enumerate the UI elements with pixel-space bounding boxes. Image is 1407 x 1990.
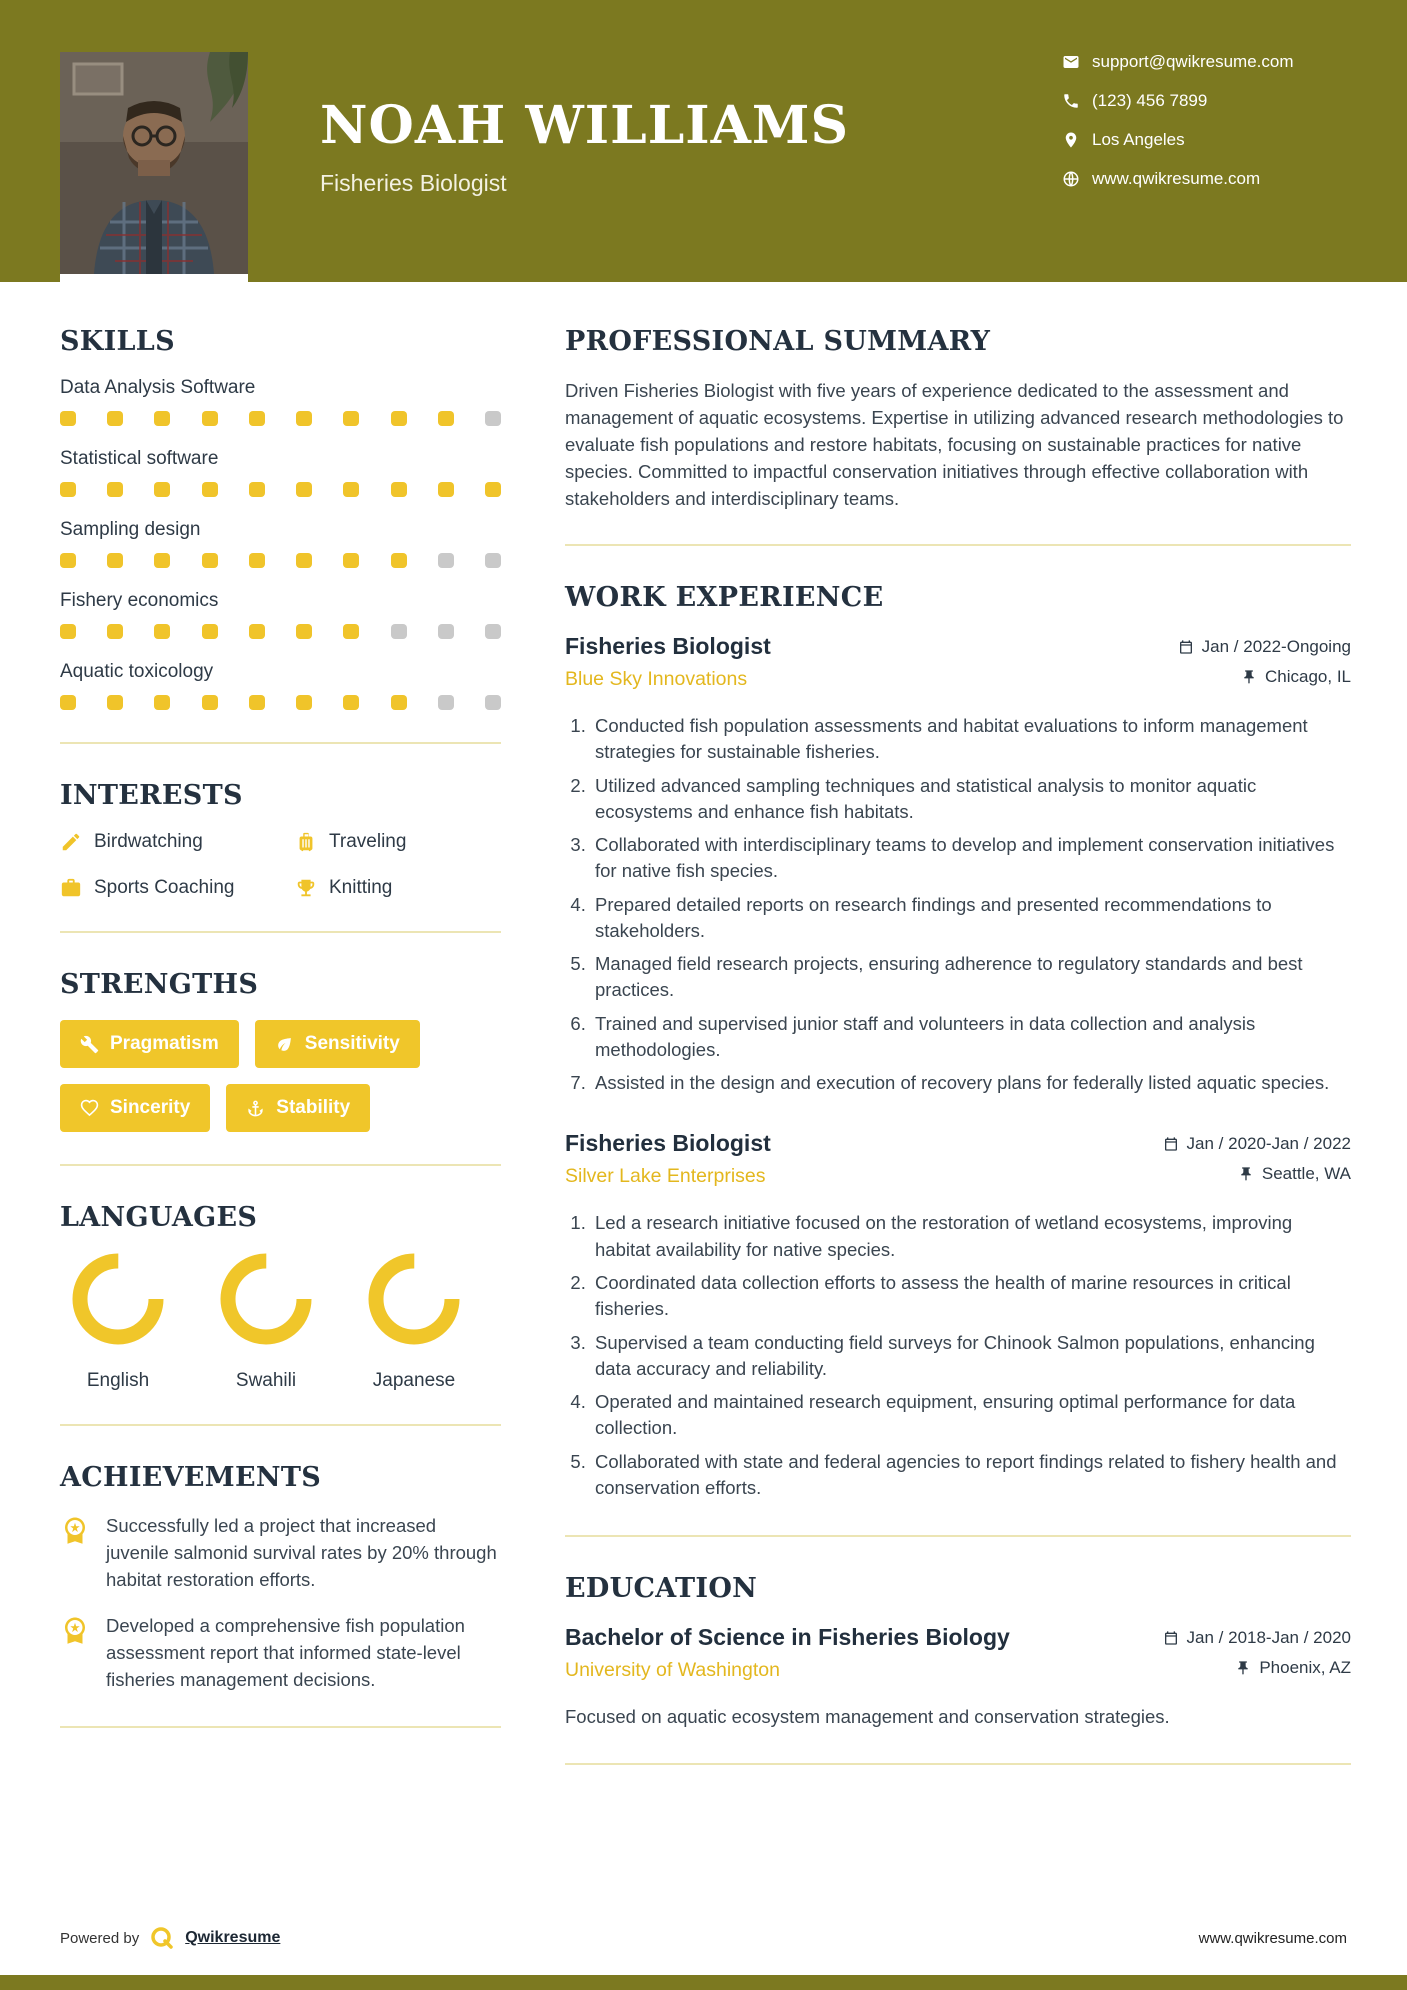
job-bullet: 3. Collaborated with interdisciplinary teams to develop and implement conservation initiatives for native fish species. xyxy=(591,832,1351,885)
skill-dot xyxy=(485,411,501,426)
section-divider xyxy=(60,1424,501,1426)
contact-location-text: Los Angeles xyxy=(1092,130,1185,149)
job-bullet: 7. Assisted in the design and execution of recovery plans for federally listed aquatic species. xyxy=(591,1070,1351,1096)
section-divider xyxy=(60,742,501,744)
job-title: Fisheries Biologist xyxy=(565,633,771,659)
skill-item xyxy=(60,519,501,568)
profile-photo xyxy=(60,52,248,288)
skill-dot xyxy=(343,411,359,426)
skill-dot xyxy=(107,624,123,639)
skill-dot xyxy=(202,624,218,639)
skill-dot xyxy=(107,411,123,426)
job-dates: Jan / 2020-Jan / 2022 xyxy=(1186,1134,1351,1154)
achievements-section xyxy=(60,1462,501,1694)
heart-icon xyxy=(80,1099,99,1118)
section-divider xyxy=(565,1535,1351,1537)
interests-heading: INTERESTS xyxy=(60,780,243,811)
language-level-ring xyxy=(368,1253,460,1345)
section-divider xyxy=(60,1164,501,1166)
skill-dot xyxy=(249,482,265,497)
left-column xyxy=(60,326,501,1764)
skill-name: Aquatic toxicology xyxy=(60,661,214,682)
job-bullet: 1. Led a research initiative focused on the restoration of wetland ecosystems, improving habitat availability for native species. xyxy=(591,1210,1351,1263)
job-bullet: 2. Utilized advanced sampling techniques and statistical analysis to monitor aquatic ecosystems and enhance fish habitats. xyxy=(591,773,1351,826)
education-description: Focused on aquatic ecosystem management and conservation strategies. xyxy=(565,1706,1170,1728)
interest-item xyxy=(295,831,501,853)
skill-level-dots xyxy=(60,695,501,710)
skill-dot xyxy=(438,411,454,426)
luggage-icon xyxy=(295,831,317,853)
skill-dot xyxy=(343,482,359,497)
achievement-item xyxy=(60,1513,501,1593)
skill-dot xyxy=(438,553,454,568)
job-bullet: 4. Prepared detailed reports on research findings and presented recommendations to stakeholders. xyxy=(591,892,1351,945)
job-bullet: 4. Operated and maintained research equipment, ensuring optimal performance for data collection. xyxy=(591,1389,1351,1442)
education-heading: EDUCATION xyxy=(565,1573,758,1605)
skill-dot xyxy=(343,553,359,568)
achievement-text: Successfully led a project that increased juvenile salmonid survival rates by 20% through habitat restoration efforts. xyxy=(106,1515,497,1590)
skill-dot xyxy=(438,624,454,639)
job-title: Fisheries Biologist xyxy=(565,1130,771,1157)
language-label: Japanese xyxy=(372,1370,456,1391)
qwikresume-logo-icon xyxy=(149,1925,175,1951)
section-divider xyxy=(60,931,501,933)
skills-heading: SKILLS xyxy=(60,326,175,357)
skills-section xyxy=(60,326,501,710)
skill-dot xyxy=(202,482,218,497)
person-title: Fisheries Biologist xyxy=(320,170,507,196)
trophy-icon xyxy=(295,877,317,899)
language-level-ring xyxy=(72,1253,164,1345)
interest-item xyxy=(295,877,501,899)
job-bullets xyxy=(565,1210,1351,1501)
contact-location[interactable] xyxy=(1062,130,1294,150)
language-item xyxy=(220,1253,312,1392)
skill-dot xyxy=(60,624,76,639)
job-bullet: 6. Trained and supervised junior staff and volunteers in data collection and analysis methodologies. xyxy=(591,1011,1351,1064)
contact-email[interactable] xyxy=(1062,52,1294,72)
skill-dot xyxy=(296,695,312,710)
strength-label: Stability xyxy=(276,1097,351,1118)
skill-dot xyxy=(391,482,407,497)
main-content xyxy=(0,282,1407,1907)
leaf-icon xyxy=(275,1035,294,1054)
job-dates: Jan / 2022-Ongoing xyxy=(1201,637,1351,656)
skill-item xyxy=(60,377,501,426)
powered-by-block xyxy=(60,1925,280,1951)
strength-label: Pragmatism xyxy=(110,1033,219,1054)
anchor-icon xyxy=(246,1099,265,1118)
skill-dot xyxy=(60,553,76,568)
language-level-ring xyxy=(220,1253,312,1345)
skill-dot xyxy=(249,624,265,639)
pushpin-icon xyxy=(1235,1660,1251,1676)
profile-photo-image xyxy=(60,52,248,274)
strength-chip xyxy=(60,1020,239,1068)
person-name: NOAH WILLIAMS xyxy=(320,95,850,156)
skill-dot xyxy=(202,695,218,710)
language-item xyxy=(72,1253,164,1392)
contact-email-text: support@qwikresume.com xyxy=(1092,52,1294,71)
section-divider xyxy=(565,1763,1351,1765)
languages-section xyxy=(60,1202,501,1392)
skill-dot xyxy=(391,624,407,639)
skill-level-dots xyxy=(60,624,501,639)
skill-item xyxy=(60,448,501,497)
right-column xyxy=(565,326,1351,1801)
section-divider xyxy=(565,544,1351,546)
pen-icon xyxy=(60,831,82,853)
skill-level-dots xyxy=(60,553,501,568)
strength-chip xyxy=(60,1084,210,1132)
skill-name: Data Analysis Software xyxy=(60,377,256,398)
job-bullet: 5. Collaborated with state and federal agencies to report findings related to fishery health and conservation efforts. xyxy=(591,1449,1351,1502)
skill-dot xyxy=(154,695,170,710)
skill-dot xyxy=(60,482,76,497)
summary-text: Driven Fisheries Biologist with five years of experience dedicated to the assessment and management of aquatic ecosystems. Expertise in utilizing advanced research methodologies to evaluate fish populations and restore habitats, focusing on sustainable practices for native species. Committed to impactful conservation initiatives through effective collaboration with stakeholders and interdisciplinary teams. xyxy=(565,380,1344,509)
skill-dot xyxy=(485,553,501,568)
strength-chip xyxy=(226,1084,370,1132)
skill-item xyxy=(60,661,501,710)
education-section xyxy=(565,1573,1351,1731)
skill-dot xyxy=(296,624,312,639)
footer-website[interactable]: www.qwikresume.com xyxy=(1198,1929,1347,1947)
skill-dot xyxy=(202,411,218,426)
wrench-icon xyxy=(80,1035,99,1054)
skill-dot xyxy=(391,411,407,426)
strengths-heading: STRENGTHS xyxy=(60,969,259,1000)
job-meta xyxy=(1163,1130,1351,1194)
skill-dot xyxy=(249,695,265,710)
skill-dot xyxy=(343,624,359,639)
skill-dot xyxy=(485,482,501,497)
education-meta xyxy=(1163,1624,1351,1688)
skill-dot xyxy=(438,482,454,497)
skill-dot xyxy=(485,695,501,710)
bottom-accent-bar xyxy=(0,1975,1407,1990)
calendar-icon xyxy=(1163,1136,1179,1152)
interest-label: Knitting xyxy=(329,877,393,898)
strength-label: Sensitivity xyxy=(304,1033,400,1054)
skill-dot xyxy=(60,695,76,710)
job-bullet: 5. Managed field research projects, ensuring adherence to regulatory standards and best practices. xyxy=(591,951,1351,1004)
skill-dot xyxy=(249,411,265,426)
summary-heading: PROFESSIONAL SUMMARY xyxy=(565,326,991,357)
language-item xyxy=(368,1253,460,1392)
strength-chip xyxy=(255,1020,420,1068)
footer xyxy=(0,1907,1407,1975)
contact-website[interactable] xyxy=(1062,169,1294,189)
achievement-text: Developed a comprehensive fish population assessment report that informed state-level fisheries management decisions. xyxy=(106,1615,465,1691)
achievements-heading: ACHIEVEMENTS xyxy=(60,1462,322,1493)
job-bullet: 3. Supervised a team conducting field surveys for Chinook Salmon populations, enhancing data accuracy and reliability. xyxy=(591,1330,1351,1383)
school-name: University of Washington xyxy=(565,1659,780,1682)
globe-icon xyxy=(1062,170,1080,188)
medal-icon xyxy=(60,1515,90,1545)
contact-phone-text: (123) 456 7899 xyxy=(1092,91,1208,110)
skill-dot xyxy=(296,482,312,497)
education-dates: Jan / 2018-Jan / 2020 xyxy=(1186,1628,1351,1648)
job-bullet: 1. Conducted fish population assessments and habitat evaluations to inform management strategies for sustainable fisheries. xyxy=(591,713,1351,766)
skill-dot xyxy=(154,482,170,497)
skill-dot xyxy=(154,624,170,639)
experience-section xyxy=(565,582,1351,1501)
strength-label: Sincerity xyxy=(110,1097,191,1118)
job-meta xyxy=(1178,633,1351,697)
pushpin-icon xyxy=(1238,1166,1254,1182)
skill-dot xyxy=(154,553,170,568)
skill-dot xyxy=(485,624,501,639)
language-label: English xyxy=(86,1370,150,1391)
email-icon xyxy=(1062,53,1080,71)
job-bullets xyxy=(565,713,1351,1096)
interest-label: Traveling xyxy=(329,831,407,852)
skill-dot xyxy=(296,411,312,426)
contact-list xyxy=(1062,52,1294,208)
skill-name: Statistical software xyxy=(60,448,219,469)
medal-icon xyxy=(60,1615,90,1645)
pushpin-icon xyxy=(1241,669,1257,685)
job-location: Seattle, WA xyxy=(1261,1164,1351,1184)
achievement-item xyxy=(60,1613,501,1693)
skill-dot xyxy=(107,482,123,497)
strengths-section xyxy=(60,969,501,1132)
interest-item xyxy=(60,831,285,853)
briefcase-icon xyxy=(60,877,82,899)
phone-icon xyxy=(1062,92,1080,110)
calendar-icon xyxy=(1163,1630,1179,1646)
job-entry xyxy=(565,633,1351,1096)
location-icon xyxy=(1062,131,1080,149)
skill-dot xyxy=(249,553,265,568)
interest-label: Sports Coaching xyxy=(94,877,235,898)
section-divider xyxy=(60,1726,501,1728)
education-location: Phoenix, AZ xyxy=(1259,1658,1351,1678)
skill-level-dots xyxy=(60,482,501,497)
job-company: Blue Sky Innovations xyxy=(565,668,748,690)
interest-item xyxy=(60,877,285,899)
header xyxy=(0,0,1407,282)
job-entry xyxy=(565,1130,1351,1501)
experience-heading: WORK EXPERIENCE xyxy=(565,582,884,613)
skill-dot xyxy=(391,553,407,568)
interest-label: Birdwatching xyxy=(94,831,203,852)
identity-block xyxy=(320,95,850,197)
contact-website-text: www.qwikresume.com xyxy=(1092,169,1261,188)
skill-dot xyxy=(202,553,218,568)
job-company: Silver Lake Enterprises xyxy=(565,1165,766,1188)
skill-dot xyxy=(60,411,76,426)
language-label: Swahili xyxy=(235,1370,297,1391)
languages-heading: LANGUAGES xyxy=(60,1202,258,1233)
skill-dot xyxy=(391,695,407,710)
job-location: Chicago, IL xyxy=(1265,667,1351,686)
skill-dot xyxy=(107,553,123,568)
interests-section xyxy=(60,780,501,899)
contact-phone[interactable] xyxy=(1062,91,1294,111)
qwikresume-link[interactable]: Qwikresume xyxy=(185,1929,281,1946)
summary-section xyxy=(565,326,1351,512)
skill-dot xyxy=(154,411,170,426)
job-bullet: 2. Coordinated data collection efforts to assess the health of marine resources in critical fisheries. xyxy=(591,1270,1351,1323)
skill-dot xyxy=(107,695,123,710)
powered-by-text: Powered by xyxy=(60,1929,140,1947)
skill-name: Sampling design xyxy=(60,519,201,540)
degree-title: Bachelor of Science in Fisheries Biology xyxy=(565,1624,1010,1651)
skill-dot xyxy=(343,695,359,710)
skill-dot xyxy=(296,553,312,568)
skill-level-dots xyxy=(60,411,501,426)
skill-dot xyxy=(438,695,454,710)
calendar-icon xyxy=(1178,639,1194,655)
skill-item xyxy=(60,590,501,639)
skill-name: Fishery economics xyxy=(60,590,219,611)
